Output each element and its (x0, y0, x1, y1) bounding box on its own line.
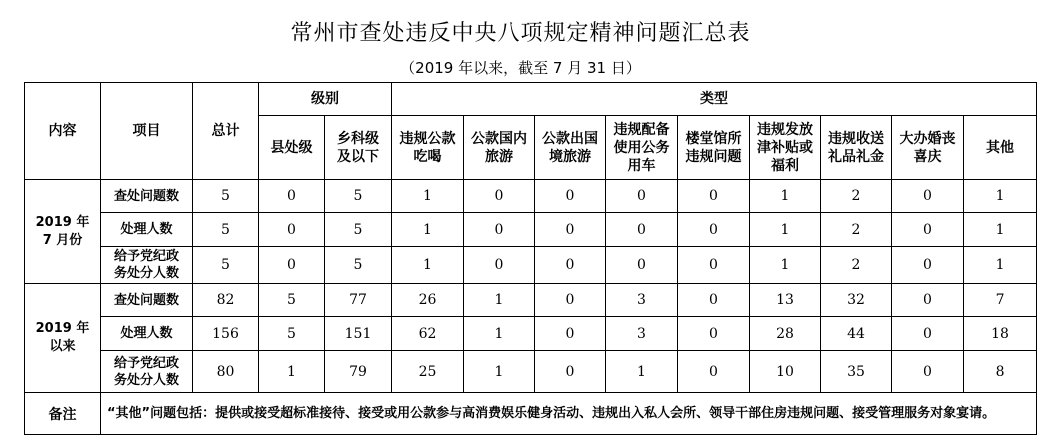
row-item-label: 给予党纪政 务处分人数 (101, 247, 193, 284)
value-cell: 7 (964, 284, 1037, 317)
row-item-label: 给予党纪政 务处分人数 (101, 351, 193, 393)
table-row (25, 317, 1037, 351)
value-cell: 1 (750, 180, 821, 213)
header-level-col: 县处级 (259, 116, 325, 180)
header-type-col: 公款国内 旅游 (464, 116, 535, 180)
value-cell: 1 (392, 247, 464, 284)
header-content: 内容 (25, 83, 101, 180)
note-label: 备注 (25, 393, 101, 435)
header-project: 项目 (101, 83, 193, 180)
value-cell: 0 (678, 213, 750, 247)
value-cell: 5 (193, 180, 259, 213)
value-cell: 3 (606, 317, 678, 351)
value-cell: 0 (464, 213, 535, 247)
value-cell: 0 (535, 213, 606, 247)
value-cell: 0 (678, 247, 750, 284)
value-cell: 0 (259, 247, 325, 284)
value-cell: 0 (259, 180, 325, 213)
value-cell: 0 (892, 317, 964, 351)
value-cell: 151 (325, 317, 392, 351)
header-type: 类型 (392, 83, 1037, 116)
value-cell: 1 (464, 317, 535, 351)
value-cell: 0 (606, 213, 678, 247)
value-cell: 0 (892, 284, 964, 317)
value-cell: 1 (259, 351, 325, 393)
value-cell: 1 (750, 247, 821, 284)
value-cell: 0 (535, 317, 606, 351)
value-cell: 2 (821, 213, 892, 247)
value-cell: 1 (750, 213, 821, 247)
value-cell: 44 (821, 317, 892, 351)
table-row (25, 213, 1037, 247)
value-cell: 0 (606, 247, 678, 284)
value-cell: 0 (535, 351, 606, 393)
table-row (25, 180, 1037, 213)
value-cell: 2 (821, 247, 892, 284)
header-type-col: 公款出国 境旅游 (535, 116, 606, 180)
value-cell: 0 (535, 247, 606, 284)
header-type-col: 大办婚丧 喜庆 (892, 116, 964, 180)
table-subtitle: （2019 年以来，截至 7 月 31 日） (400, 59, 641, 77)
value-cell: 80 (193, 351, 259, 393)
table-row (25, 284, 1037, 317)
value-cell: 5 (325, 180, 392, 213)
header-type-col: 违规公款 吃喝 (392, 116, 464, 180)
value-cell: 1 (464, 351, 535, 393)
value-cell: 1 (606, 351, 678, 393)
value-cell: 10 (750, 351, 821, 393)
value-cell: 0 (892, 247, 964, 284)
value-cell: 8 (964, 351, 1037, 393)
table-title: 常州市查处违反中央八项规定精神问题汇总表 (290, 21, 751, 46)
value-cell: 32 (821, 284, 892, 317)
value-cell: 1 (392, 213, 464, 247)
value-cell: 5 (259, 284, 325, 317)
value-cell: 0 (678, 317, 750, 351)
note-text: “其他”问题包括：提供或接受超标准接待、接受或用公款参与高消费娱乐健身活动、违规出入私人会所、领导干部住房违规问题、接受管理服务对象宴请。 (101, 393, 1037, 435)
value-cell: 18 (964, 317, 1037, 351)
header-level-col: 乡科级 及以下 (325, 116, 392, 180)
value-cell: 5 (325, 213, 392, 247)
value-cell: 0 (892, 213, 964, 247)
value-cell: 25 (392, 351, 464, 393)
value-cell: 2 (821, 180, 892, 213)
value-cell: 0 (678, 180, 750, 213)
table-row (25, 247, 1037, 284)
value-cell: 5 (325, 247, 392, 284)
table-body (25, 180, 1037, 393)
value-cell: 13 (750, 284, 821, 317)
table-row (25, 351, 1037, 393)
period-label: 2019 年 7 月份 (25, 180, 101, 284)
value-cell: 35 (821, 351, 892, 393)
row-item-label: 处理人数 (101, 317, 193, 351)
value-cell: 1 (464, 284, 535, 317)
header-level: 级别 (259, 83, 392, 116)
row-item-label: 查处问题数 (101, 284, 193, 317)
header-type-col: 违规配备 使用公务 用车 (606, 116, 678, 180)
value-cell: 0 (259, 213, 325, 247)
value-cell: 1 (392, 180, 464, 213)
header-type-col: 楼堂馆所 违规问题 (678, 116, 750, 180)
summary-table (24, 82, 1037, 435)
value-cell: 28 (750, 317, 821, 351)
value-cell: 0 (464, 180, 535, 213)
header-type-col: 违规收送 礼品礼金 (821, 116, 892, 180)
value-cell: 0 (535, 180, 606, 213)
value-cell: 5 (193, 247, 259, 284)
value-cell: 5 (259, 317, 325, 351)
value-cell: 0 (892, 351, 964, 393)
header-type-col: 违规发放 津补贴或 福利 (750, 116, 821, 180)
value-cell: 0 (535, 284, 606, 317)
value-cell: 156 (193, 317, 259, 351)
value-cell: 1 (964, 180, 1037, 213)
value-cell: 79 (325, 351, 392, 393)
value-cell: 77 (325, 284, 392, 317)
value-cell: 1 (964, 247, 1037, 284)
period-label: 2019 年 以来 (25, 284, 101, 393)
value-cell: 0 (464, 247, 535, 284)
value-cell: 1 (964, 213, 1037, 247)
value-cell: 26 (392, 284, 464, 317)
value-cell: 3 (606, 284, 678, 317)
header-total: 总计 (193, 83, 259, 180)
header-type-col: 其他 (964, 116, 1037, 180)
value-cell: 62 (392, 317, 464, 351)
row-item-label: 查处问题数 (101, 180, 193, 213)
value-cell: 0 (678, 284, 750, 317)
value-cell: 5 (193, 213, 259, 247)
row-item-label: 处理人数 (101, 213, 193, 247)
value-cell: 82 (193, 284, 259, 317)
value-cell: 0 (892, 180, 964, 213)
value-cell: 0 (678, 351, 750, 393)
value-cell: 0 (606, 180, 678, 213)
